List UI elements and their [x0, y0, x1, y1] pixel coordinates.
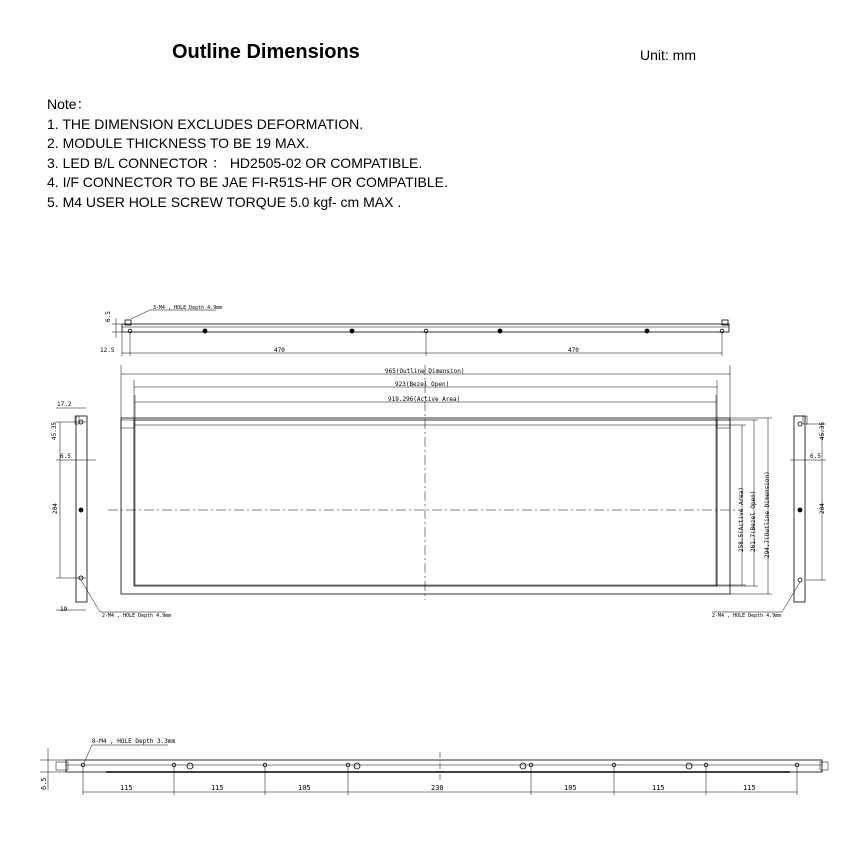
left-hole — [79, 508, 83, 512]
note-2: 2. MODULE THICKNESS TO BE 19 MAX. — [47, 135, 310, 152]
note-4: 4. I/F CONNECTOR TO BE JAE FI-R51S-HF OR COMPATIBLE. — [47, 174, 448, 191]
bottom-hole-large — [686, 763, 692, 769]
top-hole — [203, 329, 207, 333]
bottom-dim: 115 — [211, 784, 224, 792]
bottom-dim: 230 — [431, 784, 444, 792]
top-dim-right: 470 — [568, 347, 579, 354]
bottom-dim: 115 — [652, 784, 665, 792]
top-hole-note: 3-M4 , HOLE Depth 4.9mm — [153, 305, 223, 311]
note-1: 1. THE DIMENSION EXCLUDES DEFORMATION. — [47, 115, 364, 132]
left-dim-hole: 45.35 — [51, 421, 58, 440]
front-dim-bezel: 923(Bezel Open) — [395, 381, 450, 388]
top-view-body — [122, 324, 729, 332]
bottom-view-body — [66, 760, 822, 772]
bottom-dim: 105 — [564, 784, 577, 792]
bottom-hole-large — [354, 763, 360, 769]
front-active-area — [135, 425, 716, 585]
left-dim-width: 6.5 — [60, 453, 71, 460]
bottom-dim: 115 — [120, 784, 133, 792]
bottom-dim: 105 — [298, 784, 311, 792]
right-dim-hole: 45.35 — [819, 421, 826, 440]
bottom-view — [40, 738, 828, 795]
left-dim-pitch: 204 — [52, 503, 59, 514]
top-dim-offset: 12.5 — [100, 347, 115, 354]
unit-label: Unit: mm — [640, 47, 696, 63]
right-dim-width: 6.5 — [810, 453, 821, 460]
front-bezel-open — [134, 420, 717, 586]
right-hole — [798, 422, 802, 426]
top-hole — [645, 329, 649, 333]
left-hole-note: 2-M4 , HOLE Depth 4.9mm — [102, 613, 172, 619]
bottom-hole-note: 8-M4 , HOLE Depth 3.3mm — [92, 738, 176, 745]
top-view — [100, 305, 729, 356]
front-dim-bezel-v: 261.7(Bezel Open) — [750, 490, 757, 552]
front-dim-outline-v: 294.7(Outline Dimension) — [764, 471, 771, 558]
top-dim-left: 470 — [274, 347, 285, 354]
bottom-hole-large — [187, 763, 193, 769]
right-dim-pitch: 204 — [819, 503, 826, 514]
right-hole — [798, 508, 802, 512]
top-hole — [498, 329, 502, 333]
front-view — [108, 365, 772, 600]
bottom-hole-large — [520, 763, 526, 769]
page-title: Outline Dimensions — [172, 41, 360, 63]
right-hole — [798, 578, 802, 582]
right-hole-note: 2-M4 , HOLE Depth 4.9mm — [712, 613, 782, 619]
top-dim-height: 6.5 — [105, 311, 112, 322]
note-heading: Note： — [47, 96, 91, 112]
left-dim-bottom: 19 — [60, 606, 68, 613]
front-outline — [121, 418, 730, 594]
note-3: 3. LED B/L CONNECTOR ： HD2505-02 OR COMPATIBLE. — [47, 154, 423, 171]
left-dim-top: 17.2 — [57, 401, 72, 408]
front-dim-active-v: 258.5(Active Area) — [738, 486, 745, 552]
bottom-dim-height: 6.5 — [40, 777, 48, 790]
top-hole — [350, 329, 354, 333]
front-dim-outline: 965(Outline Dimension) — [385, 368, 465, 375]
bottom-dim: 115 — [743, 784, 756, 792]
note-5: 5. M4 USER HOLE SCREW TORQUE 5.0 kgf- cm MAX . — [47, 193, 402, 210]
front-dim-active: 919.296(Active Area) — [388, 396, 461, 403]
